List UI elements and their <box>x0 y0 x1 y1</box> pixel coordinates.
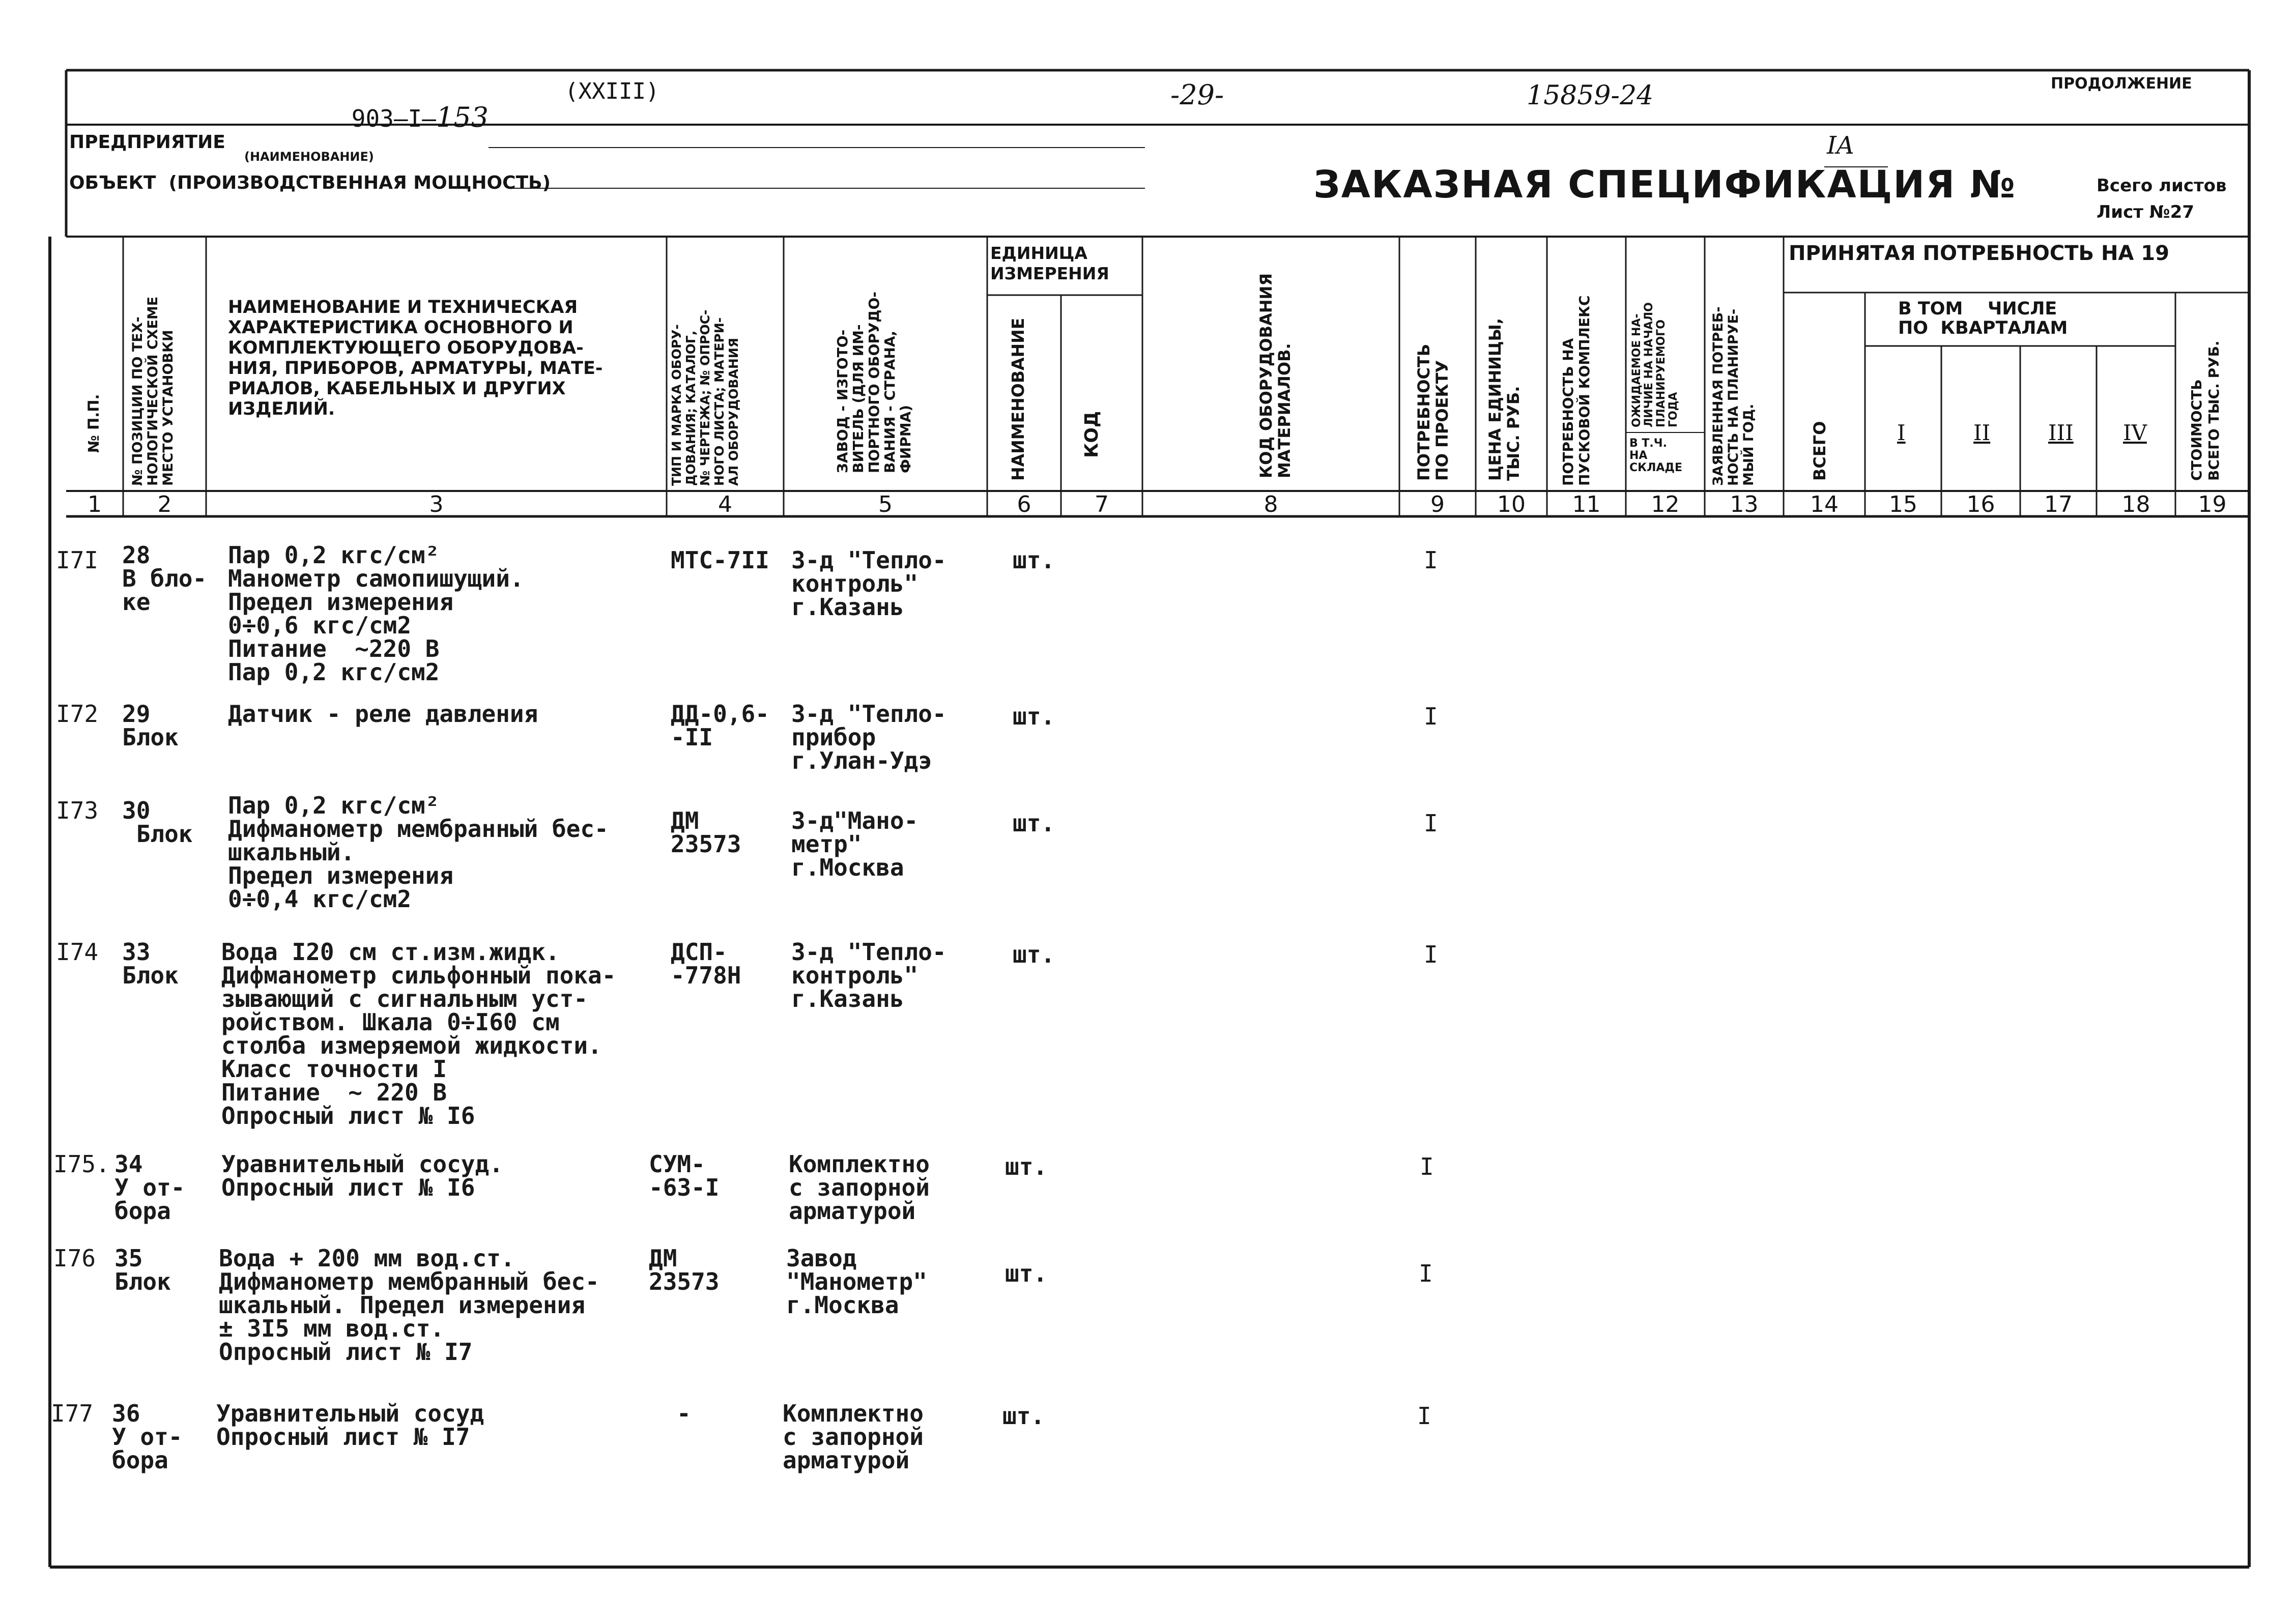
col-number: 7 <box>1095 491 1109 517</box>
object-label: ОБЪЕКТ (ПРОИЗВОДСТВЕННАЯ МОЩНОСТЬ) <box>69 172 551 193</box>
header-col4: ТИП И МАРКА ОБОРУ- ДОВАНИЯ; КАТАЛОГ, № ЧЕРТЕЖА; № ОПРОС- НОГО ЛИСТА; МАТЕРИ- АЛ ОБОРУДОВАНИЯ <box>669 309 741 486</box>
header-q3: III <box>2048 420 2074 445</box>
col-number: 8 <box>1264 491 1278 517</box>
doc-volume: (XXIII) <box>565 78 659 104</box>
col-number: 17 <box>2044 491 2073 517</box>
col-number: 10 <box>1497 491 1526 517</box>
row-unit: шт. <box>1013 809 1055 837</box>
col-number: 15 <box>1889 491 1917 517</box>
doc-code <box>295 80 489 155</box>
row-quantity: I <box>1419 1260 1433 1287</box>
row-manufacturer: Завод "Манометр" г.Москва <box>786 1244 927 1319</box>
enterprise-label: ПРЕДПРИЯТИЕ <box>69 132 225 153</box>
header-col1: № П.П. <box>85 394 102 453</box>
col-number: 11 <box>1572 491 1601 517</box>
header-col8: КОД ОБОРУДОВАНИЯ МАТЕРИАЛОВ. <box>1256 273 1294 478</box>
row-unit: шт. <box>1005 1153 1048 1180</box>
row-manufacturer: З-д"Мано- метр" г.Москва <box>791 807 919 881</box>
row-number: I77 <box>51 1400 94 1427</box>
col-number: 16 <box>1966 491 1995 517</box>
doc-code-handwritten: 153 <box>436 101 489 133</box>
header-q4: IV <box>2123 420 2147 445</box>
row-position: 28 В бло- ке <box>122 541 207 616</box>
header-col19: СТОИМОСТЬ ВСЕГО ТЫС. РУБ. <box>2188 340 2222 481</box>
row-type: СУМ- -63-I <box>649 1150 720 1201</box>
row-unit: шт. <box>1013 703 1055 730</box>
header-col10: ЦЕНА ЕДИНИЦЫ, ТЫС. РУБ. <box>1485 318 1523 481</box>
page-title <box>1257 128 2016 241</box>
row-quantity: I <box>1424 703 1438 730</box>
row-quantity: I <box>1424 941 1438 968</box>
row-manufacturer: З-д "Тепло- контроль" г.Казань <box>791 546 946 621</box>
header-unit-group: ЕДИНИЦА ИЗМЕРЕНИЯ <box>990 243 1109 283</box>
row-number: I73 <box>56 797 99 824</box>
header-accepted: ПРИНЯТАЯ ПОТРЕБНОСТЬ НА 19 <box>1789 242 2169 265</box>
row-description: Пар 0,2 кгс/см² Манометр самопишущий. Предел измерения 0÷0,6 кгс/см2 Питание ~220 В Пар 0,2 кгс/см2 <box>228 541 524 686</box>
row-number: I7I <box>56 546 99 574</box>
col-number: 18 <box>2121 491 2150 517</box>
header-col3: НАИМЕНОВАНИЕ И ТЕХНИЧЕСКАЯ ХАРАКТЕРИСТИКА ОСНОВНОГО И КОМПЛЕКТУЮЩЕГО ОБОРУДОВА- НИЯ, ПРИБОРОВ, АРМАТУРЫ, МАТЕ- РИАЛОВ, КАБЕЛЬНЫХ И ДРУГИХ ИЗДЕЛИЙ. <box>228 297 603 419</box>
row-number: I76 <box>53 1244 96 1272</box>
col-number: 5 <box>878 491 893 517</box>
header-q2: II <box>1973 420 1991 445</box>
row-unit: шт. <box>1005 1260 1048 1287</box>
name-label: (НАИМЕНОВАНИЕ) <box>244 150 374 164</box>
row-position: 33 Блок <box>122 938 179 989</box>
row-type: МТС-7II <box>671 546 769 574</box>
row-unit: шт. <box>1013 941 1055 968</box>
continuation-label: ПРОДОЛЖЕНИЕ <box>2051 75 2192 93</box>
col-number: 4 <box>718 491 732 517</box>
row-unit: шт. <box>1013 546 1055 574</box>
row-position: 35 Блок <box>114 1244 171 1295</box>
row-position: 29 Блок <box>122 700 179 751</box>
header-quarters: В ТОМ ЧИСЛЕ ПО КВАРТАЛАМ <box>1898 299 2068 338</box>
header-col11: ПОТРЕБНОСТЬ НА ПУСКОВОЙ КОМПЛЕКС <box>1560 295 1593 486</box>
row-position: 36 У от- бора <box>112 1400 183 1474</box>
row-unit: шт. <box>1002 1402 1045 1430</box>
row-type: ДМ 23573 <box>671 807 741 858</box>
row-manufacturer: Комплектно с запорной арматурой <box>783 1400 924 1474</box>
inventory-number: 15859-24 <box>1527 80 1654 111</box>
header-col9: ПОТРЕБНОСТЬ ПО ПРОЕКТУ <box>1414 343 1452 481</box>
page-number: -29- <box>1170 79 1224 111</box>
row-type: ДД-0,6- -II <box>671 700 769 751</box>
row-type: - <box>677 1400 691 1427</box>
row-number: I75. <box>53 1150 110 1178</box>
col-number: 12 <box>1651 491 1680 517</box>
header-col14: ВСЕГО <box>1810 421 1829 481</box>
row-quantity: I <box>1420 1153 1434 1180</box>
sheet-number: Лист №27 <box>2097 202 2194 222</box>
row-type: ДМ 23573 <box>649 1244 720 1295</box>
row-number: I74 <box>56 938 99 966</box>
doc-code-prefix: 903–I– <box>351 105 436 132</box>
col-number: 1 <box>88 491 102 517</box>
col-number: 13 <box>1730 491 1759 517</box>
row-description: Вода + 200 мм вод.ст. Дифманометр мембранный бес- шкальный. Предел измерения ± 3I5 мм вод.ст. Опросный лист № I7 <box>219 1244 599 1366</box>
row-type: ДСП- -778Н <box>671 938 741 989</box>
row-description: Вода I20 см ст.изм.жидк. Дифманометр сильфонный пока- зывающий с сигнальным уст- ройством. Шкала 0÷I60 см столба измеряемой жидкости. Класс точности I Питание ~ 220 В Опросный лист № I6 <box>221 938 616 1129</box>
row-manufacturer: Комплектно с запорной арматурой <box>789 1150 930 1225</box>
col-number: 2 <box>157 491 172 517</box>
spec-number: IA <box>1827 131 1854 160</box>
col-number: 19 <box>2198 491 2227 517</box>
row-position: 30 Блок <box>122 797 193 848</box>
row-position: 34 У от- бора <box>114 1150 185 1225</box>
row-manufacturer: З-д "Тепло- контроль" г.Казань <box>791 938 946 1012</box>
row-description: Уравнительный сосуд Опросный лист № I7 <box>216 1400 484 1451</box>
col-number: 9 <box>1430 491 1445 517</box>
row-quantity: I <box>1424 546 1438 574</box>
row-quantity: I <box>1417 1402 1431 1430</box>
header-col12a: ОЖИДАЕМОЕ НА- ЛИЧИЕ НА НАЧАЛО ПЛАНИРУЕМОГО ГОДА <box>1630 302 1680 427</box>
header-col7: КОД <box>1081 411 1102 458</box>
header-col5: ЗАВОД - ИЗГОТО- ВИТЕЛЬ (ДЛЯ ИМ- ПОРТНОГО ОБОРУДО- ВАНИЯ - СТРАНА, ФИРМА) <box>834 292 914 473</box>
row-description: Пар 0,2 кгс/см² Дифманометр мембранный бес- шкальный. Предел измерения 0÷0,4 кгс/см2 <box>228 792 609 913</box>
col-number: 6 <box>1017 491 1031 517</box>
header-col12b: В Т.Ч. НА СКЛАДЕ <box>1629 437 1683 474</box>
page-title-text: ЗАКАЗНАЯ СПЕЦИФИКАЦИЯ № <box>1313 163 2016 207</box>
header-q1: I <box>1897 420 1906 445</box>
row-quantity: I <box>1424 809 1438 837</box>
header-col2: № ПОЗИЦИИ ПО ТЕХ- НОЛОГИЧЕСКОЙ СХЕМЕ МЕСТО УСТАНОВКИ <box>130 296 176 486</box>
row-description: Датчик - реле давления <box>228 700 538 728</box>
row-description: Уравнительный сосуд. Опросный лист № I6 <box>221 1150 503 1201</box>
row-number: I72 <box>56 700 99 728</box>
header-col6: НАИМЕНОВАНИЕ <box>1008 317 1028 481</box>
col-number: 14 <box>1810 491 1839 517</box>
header-col13: ЗАЯВЛЕННАЯ ПОТРЕБ- НОСТЬ НА ПЛАНИРУЕ- МЫЙ ГОД. <box>1710 306 1757 486</box>
row-manufacturer: З-д "Тепло- прибор г.Улан-Удэ <box>791 700 946 774</box>
total-sheets-label: Всего листов <box>2097 176 2227 196</box>
col-number: 3 <box>429 491 444 517</box>
